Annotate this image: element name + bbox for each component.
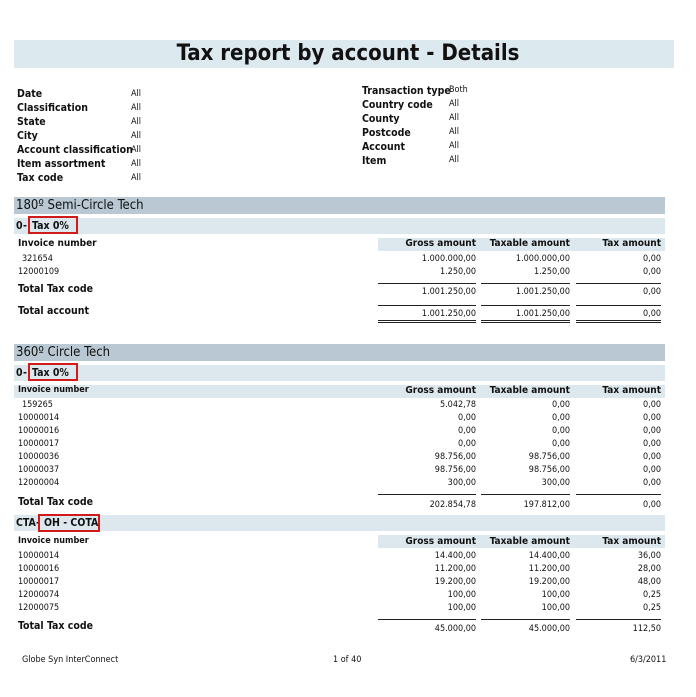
total-line [378,305,476,306]
taxable-amount: 100,00 [541,603,570,613]
invoice-number: 159265 [22,400,53,410]
gross-amount: 0,00 [457,426,476,436]
filter-value: Both [449,85,468,95]
invoice-number: 12000004 [18,478,60,488]
filter-label: Account classification [17,144,133,156]
col-tax: Tax amount [602,536,661,547]
tax-code: 0 [16,220,23,232]
tax-amount: 0,00 [642,267,661,277]
report-title: Tax report by account - Details [176,41,520,66]
gross-amount: 19.200,00 [434,577,476,587]
invoice-number: 12000075 [18,603,60,613]
double-underline [481,322,570,323]
total-tax-code-label: Total Tax code [18,496,94,508]
double-underline [378,322,476,323]
tax-amount: 0,00 [642,254,661,264]
invoice-number: 10000036 [18,452,60,462]
tax-amount: 48,00 [637,577,661,587]
account-header-bar [14,344,665,361]
taxable-amount: 1.000.000,00 [515,254,570,264]
gross-amount: 100,00 [447,590,476,600]
gross-amount: 14.400,00 [434,551,476,561]
col-taxable: Taxable amount [489,385,570,396]
total-tax: 0,00 [642,287,661,297]
filter-value: All [449,141,460,151]
col-gross: Gross amount [405,238,476,249]
invoice-number: 10000017 [18,439,60,449]
taxable-amount: 0,00 [551,400,570,410]
gross-amount: 98.756,00 [434,452,476,462]
tax-amount: 0,00 [642,465,661,475]
col-tax: Tax amount [602,238,661,249]
col-taxable: Taxable amount [489,238,570,249]
total-taxable: 197.812,00 [523,500,570,510]
double-underline [576,320,661,321]
total-gross: 1.001.250,00 [421,287,476,297]
gross-amount: 1.000.000,00 [421,254,476,264]
filter-label: County [362,113,400,125]
tax-code-name: OH - COTA [44,517,99,529]
taxable-amount: 100,00 [541,590,570,600]
account-total-tax: 0,00 [642,309,661,319]
filter-value: All [131,103,142,113]
filter-value: All [449,113,460,123]
invoice-number: 10000016 [18,564,60,574]
col-tax: Tax amount [602,385,661,396]
tax-code-name: Tax 0% [32,367,69,379]
total-gross: 45.000,00 [434,624,476,634]
filter-value: All [131,145,142,155]
tax-code-separator: - [23,367,27,379]
tax-code-bar [14,218,665,234]
total-tax-code-label: Total Tax code [18,283,94,295]
footer-date: 6/3/2011 [630,655,667,665]
double-underline [576,322,661,323]
filter-label: Country code [362,99,433,111]
footer-company: Globe Syn InterConnect [22,655,119,665]
total-line [378,494,476,495]
tax-amount: 0,00 [642,413,661,423]
total-line [576,283,661,284]
gross-amount: 1.250,00 [439,267,476,277]
invoice-number: 12000109 [18,267,60,277]
total-line [576,619,661,620]
account-name: 180º Semi-Circle Tech [16,198,144,213]
total-tax-code-label: Total Tax code [18,620,94,632]
total-line [378,619,476,620]
col-gross: Gross amount [405,536,476,547]
gross-amount: 0,00 [457,413,476,423]
filter-value: All [131,89,142,99]
col-invoice: Invoice number [18,385,89,395]
gross-amount: 0,00 [457,439,476,449]
tax-code: 0 [16,367,23,379]
tax-amount: 28,00 [637,564,661,574]
filter-label: Account [362,141,405,153]
col-invoice: Invoice number [18,536,89,546]
filter-label: Tax code [17,172,64,184]
invoice-number: 10000037 [18,465,60,475]
tax-code-bar [14,515,665,531]
filter-value: All [449,127,460,137]
tax-amount: 0,00 [642,426,661,436]
taxable-amount: 11.200,00 [528,564,570,574]
filter-label: Transaction type [362,85,451,97]
filter-label: Item [362,155,387,167]
taxable-amount: 0,00 [551,426,570,436]
invoice-number: 321654 [22,254,53,264]
tax-amount: 0,00 [642,478,661,488]
taxable-amount: 0,00 [551,413,570,423]
total-line [378,283,476,284]
tax-amount: 0,25 [642,590,661,600]
col-gross: Gross amount [405,385,476,396]
account-name: 360º Circle Tech [16,345,111,360]
tax-amount: 0,25 [642,603,661,613]
tax-amount: 0,00 [642,400,661,410]
col-taxable: Taxable amount [489,536,570,547]
invoice-number: 12000074 [18,590,60,600]
invoice-number: 10000017 [18,577,60,587]
gross-amount: 300,00 [447,478,476,488]
total-line [481,619,570,620]
total-line [481,283,570,284]
invoice-number: 10000014 [18,551,60,561]
gross-amount: 98.756,00 [434,465,476,475]
account-total-taxable: 1.001.250,00 [515,309,570,319]
total-line [481,494,570,495]
total-taxable: 1.001.250,00 [515,287,570,297]
taxable-amount: 14.400,00 [528,551,570,561]
total-tax: 112,50 [632,624,661,634]
total-gross: 202.854,78 [429,500,476,510]
filter-label: Postcode [362,127,411,139]
taxable-amount: 98.756,00 [528,465,570,475]
gross-amount: 100,00 [447,603,476,613]
tax-code: CTA [16,517,36,529]
filter-value: All [449,99,460,109]
double-underline [481,320,570,321]
filter-value: All [131,131,142,141]
tax-code-name: Tax 0% [32,220,69,232]
invoice-number: 10000016 [18,426,60,436]
tax-code-separator: - [36,517,40,529]
gross-amount: 5.042,78 [439,400,476,410]
filter-value: All [131,173,142,183]
total-line [576,494,661,495]
filter-label: Item assortment [17,158,106,170]
col-invoice: Invoice number [18,238,97,249]
gross-amount: 11.200,00 [434,564,476,574]
filter-value: All [449,155,460,165]
filter-value: All [131,117,142,127]
filter-label: City [17,130,38,142]
filter-value: All [131,159,142,169]
total-line [481,305,570,306]
tax-amount: 36,00 [637,551,661,561]
taxable-amount: 0,00 [551,439,570,449]
taxable-amount: 1.250,00 [533,267,570,277]
invoice-number: 10000014 [18,413,60,423]
tax-code-separator: - [23,220,27,232]
total-line [576,305,661,306]
filter-label: State [17,116,46,128]
account-total-gross: 1.001.250,00 [421,309,476,319]
tax-amount: 0,00 [642,452,661,462]
total-account-label: Total account [18,305,89,317]
tax-code-bar [14,365,665,381]
total-tax: 0,00 [642,500,661,510]
double-underline [378,320,476,321]
footer-page-number: 1 of 40 [333,655,362,665]
filter-label: Classification [17,102,88,114]
filter-label: Date [17,88,43,100]
taxable-amount: 98.756,00 [528,452,570,462]
taxable-amount: 300,00 [541,478,570,488]
tax-amount: 0,00 [642,439,661,449]
taxable-amount: 19.200,00 [528,577,570,587]
total-taxable: 45.000,00 [528,624,570,634]
